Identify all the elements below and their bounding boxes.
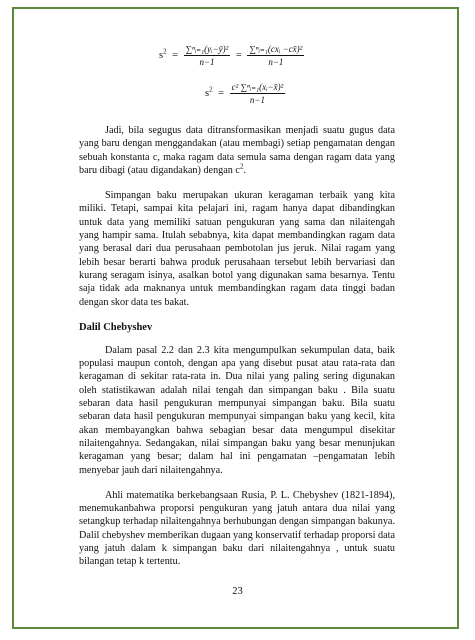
eq1-fraction-2: $\frac{\text{∑ⁿᵢ₌₁(cxᵢ −cx̄)²}}{n-1}$ [249, 44, 303, 67]
eq1-lhs: $s^2$ [159, 47, 167, 62]
paragraph-standard-deviation: Simpangan baku merupakan ukuran keragaman terbaik yang kita miliki. Tetapi, sampai kita pelajari ini, ragam hanya dapat dibandingkan untuk data yang memiliki satuan pengukuran yang sama dan nilaitengah yang hampir sama. Itulah sebabnya, kita dapat membandingkan ragam data yang berasal dari dua perusahaan pembotolan jus jeruk. Nilai ragam yang lebih besar berarti bahwa produk perusahaan tersebut lebih bervariasi dan kurang seragam isinya, asalkan botol yang digunakan sama besarnya. Tentu saja tidak ada maknanya untuk membandingkan ragam data tinggi badan dengan skor data tes bakat. [79, 190, 395, 308]
section-heading-chebyshev: Dalil Chebyshev [79, 321, 153, 333]
eq1-fraction-1: $\frac{\text{∑ⁿᵢ₌₁(yᵢ−ȳ)²}}{n-1}$ [185, 44, 229, 67]
paragraph-transformation: Jadi, bila segugus data ditransformasikan menjadi suatu gugus data yang baru dengan menggandakan (atau membagi) setiap pengamatan dengan sebuah konstanta c, maka ragam data semula sama dengan ragam data yang baru dibagi (atau digandakan) dengan $c^2$. [79, 125, 395, 176]
page-content [79, 44, 395, 569]
equation-2 [79, 82, 395, 112]
page-number: 23 [232, 586, 243, 597]
eq2-equals: = [218, 88, 225, 100]
eq1-equals-b: = [235, 50, 242, 62]
paragraph-chebyshev-theorem: Ahli matematika berkebangsaan Rusia, P. L. Chebyshev (1821-1894), menemukanbahwa proporsi pengukuran yang jatuh antara dua nilai yang setangkup terhadap nilaitengahnya berhubungan dengan simpangan bakunya. Dalil chebyshev memberikan dugaan yang konservatif terhadap proporsi data yang jatuh dalam k simpangan baku dari nilaitengahnya , untuk suatu bilangan tetap k tertentu. [79, 489, 395, 568]
eq1-equals-a: = [172, 50, 179, 62]
paragraph-center-spread: Dalam pasal 2.2 dan 2.3 kita mengumpulkan sekumpulan data, baik populasi maupun contoh, dengan apa yang disebut pusat atau rata-rata dan keragaman di sekitar rata-rata in. Dua nilai yang paling sering digunakan oleh statistikawan adalah nilai tengah dan simpangan baku . Bila suatu sebaran data hasil pengukuran mempunyai simpangan baku. Bila suatu sebaran data hasil pengukuran mempunyai simpangan baku yang kecil, kita akan membayangkan bahwa sebagian besar data mengumpul disekitar nilaitengahnya. Sedangakan, nilai simpangan baku yang besar menunjukan keragaman yang besar; dalam hal ini pengamatan –pengamatan lebih menyebar jauh dari nilaitengahnya. [79, 344, 395, 476]
equation-1 [79, 44, 395, 74]
eq2-fraction: $\frac{\text{c² ∑ⁿᵢ₌₁(xᵢ−x̄)²}}{n-1}$ [231, 82, 284, 105]
eq2-lhs: $s^2$ [205, 85, 213, 100]
